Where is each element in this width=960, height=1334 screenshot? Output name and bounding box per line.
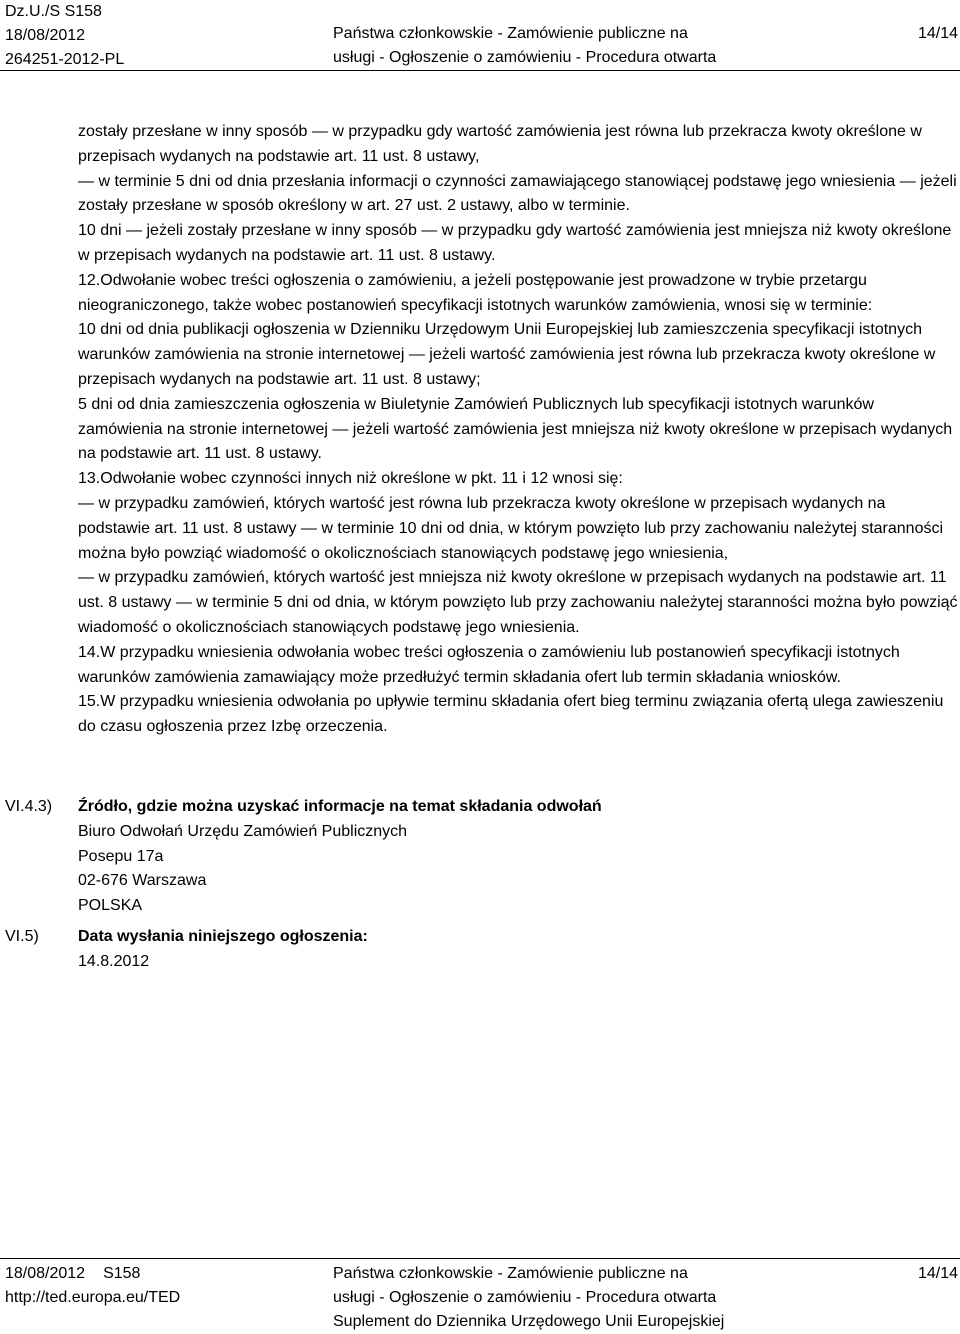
header-notice-id: 264251-2012-PL <box>5 51 125 68</box>
paragraph: 15.W przypadku wniesienia odwołania po upływie terminu składania ofert bieg terminu związania ofertą ulega zawieszeniu do czasu ogłoszenia przez Izbę orzeczenia. <box>78 693 944 736</box>
section-number-vi43: VI.4.3) <box>5 798 53 815</box>
address-line: Biuro Odwołań Urzędu Zamówień Publicznych <box>78 822 408 840</box>
header-left <box>5 0 124 72</box>
footer-page-number: 14/14 <box>917 1265 958 1282</box>
section-title: Data wysłania niniejszego ogłoszenia: <box>78 928 368 945</box>
paragraph: — w przypadku zamówień, których wartość jest równa lub przekracza kwoty określone w przepisach wydanych na podstawie art. 11 ust. 8 ustawy — w terminie 10 dni od dnia, w którym powzięto lub przy zachowaniu należytej staranności można było powziąć wiadomość o okolicznościach stanowiących podstawę jego wniesienia, <box>78 494 944 562</box>
header-title-line2: usługi - Ogłoszenie o zamówieniu - Procedura otwarta <box>333 49 717 66</box>
page-header <box>0 0 960 70</box>
section-number-vi5: VI.5) <box>5 928 39 945</box>
paragraph: 13.Odwołanie wobec czynności innych niż określone w pkt. 11 i 12 wnosi się: <box>78 470 623 488</box>
footer-title-line2: usługi - Ogłoszenie o zamówieniu - Procedura otwarta <box>333 1289 717 1306</box>
header-page-number: 14/14 <box>917 25 958 42</box>
address-line: Posepu 17a <box>78 847 164 865</box>
header-center <box>333 22 716 70</box>
paragraph: 12.Odwołanie wobec treści ogłoszenia o zamówieniu, a jeżeli postępowanie jest prowadzone w trybie przetargu nieograniczonego, także wobec postanowień specyfikacji istotnych warunków zamówienia, wnosi się w terminie: <box>78 271 873 314</box>
footer-url[interactable]: http://ted.europa.eu/TED <box>5 1289 181 1306</box>
header-date: 18/08/2012 <box>5 27 86 44</box>
footer-series: S158 <box>103 1265 141 1282</box>
section-vi43 <box>78 795 938 919</box>
paragraph: 10 dni od dnia publikacji ogłoszenia w Dzienniku Urzędowym Unii Europejskiej lub zamieszczenia specyfikacji istotnych warunków zamówienia na stronie internetowej — jeżeli wartość zamówienia jest równa lub przekracza kwoty określone w przepisach wydanych na podstawie art. 11 ust. 8 ustawy; <box>78 321 936 388</box>
section-vi5 <box>78 925 938 975</box>
paragraph: — w przypadku zamówień, których wartość jest mniejsza niż kwoty określone w przepisach wydanych na podstawie art. 11 ust. 8 ustawy — w terminie 5 dni od dnia, w którym powzięto lub przy zachowaniu należytej staranności można było powziąć wiadomość o okolicznościach stanowiących podstawę jego wniesienia. <box>78 569 958 636</box>
footer-title-line3: Suplement do Dziennika Urzędowego Unii Europejskiej <box>333 1313 725 1330</box>
footer-date: 18/08/2012 <box>5 1265 86 1282</box>
body-text <box>78 120 958 740</box>
footer-divider <box>0 1258 960 1259</box>
address-line: 02-676 Warszawa <box>78 872 207 890</box>
paragraph: 5 dni od dnia zamieszczenia ogłoszenia w Biuletynie Zamówień Publicznych lub specyfikacji istotnych warunków zamówienia na stronie internetowej — jeżeli wartość zamówienia jest mniejsza niż kwoty określone w przepisach wydanych na podstawie art. 11 ust. 8 ustawy. <box>78 395 953 463</box>
paragraph: 10 dni — jeżeli zostały przesłane w inny sposób — w przypadku gdy wartość zamówienia jest mniejsza niż kwoty określone w przepisach wydanych na podstawie art. 11 ust. 8 ustawy. <box>78 222 952 264</box>
footer-title-line1: Państwa członkowskie - Zamówienie publiczne na <box>333 1265 688 1282</box>
header-divider <box>0 70 960 71</box>
header-journal-ref: Dz.U./S S158 <box>5 3 102 20</box>
footer-center <box>333 1262 724 1334</box>
section-title: Źródło, gdzie można uzyskać informacje na temat składania odwołań <box>78 798 602 815</box>
page-footer <box>0 1262 960 1334</box>
paragraph: zostały przesłane w inny sposób — w przypadku gdy wartość zamówienia jest równa lub przekracza kwoty określone w przepisach wydanych na podstawie art. 11 ust. 8 ustawy, <box>78 123 922 165</box>
header-title-line1: Państwa członkowskie - Zamówienie publiczne na <box>333 25 688 42</box>
dispatch-date: 14.8.2012 <box>78 952 150 970</box>
paragraph: — w terminie 5 dni od dnia przesłania informacji o czynności zamawiającego stanowiącej podstawę jego wniesienia — jeżeli zostały przesłane w sposób określony w art. 27 ust. 2 ustawy, albo w terminie. <box>78 172 957 215</box>
paragraph: 14.W przypadku wniesienia odwołania wobec treści ogłoszenia o zamówieniu lub postanowień specyfikacji istotnych warunków zamówienia zamawiający może przedłużyć termin składania ofert lub termin składania wniosków. <box>78 643 900 686</box>
address-line: POLSKA <box>78 897 143 915</box>
footer-date-series <box>5 1262 140 1286</box>
